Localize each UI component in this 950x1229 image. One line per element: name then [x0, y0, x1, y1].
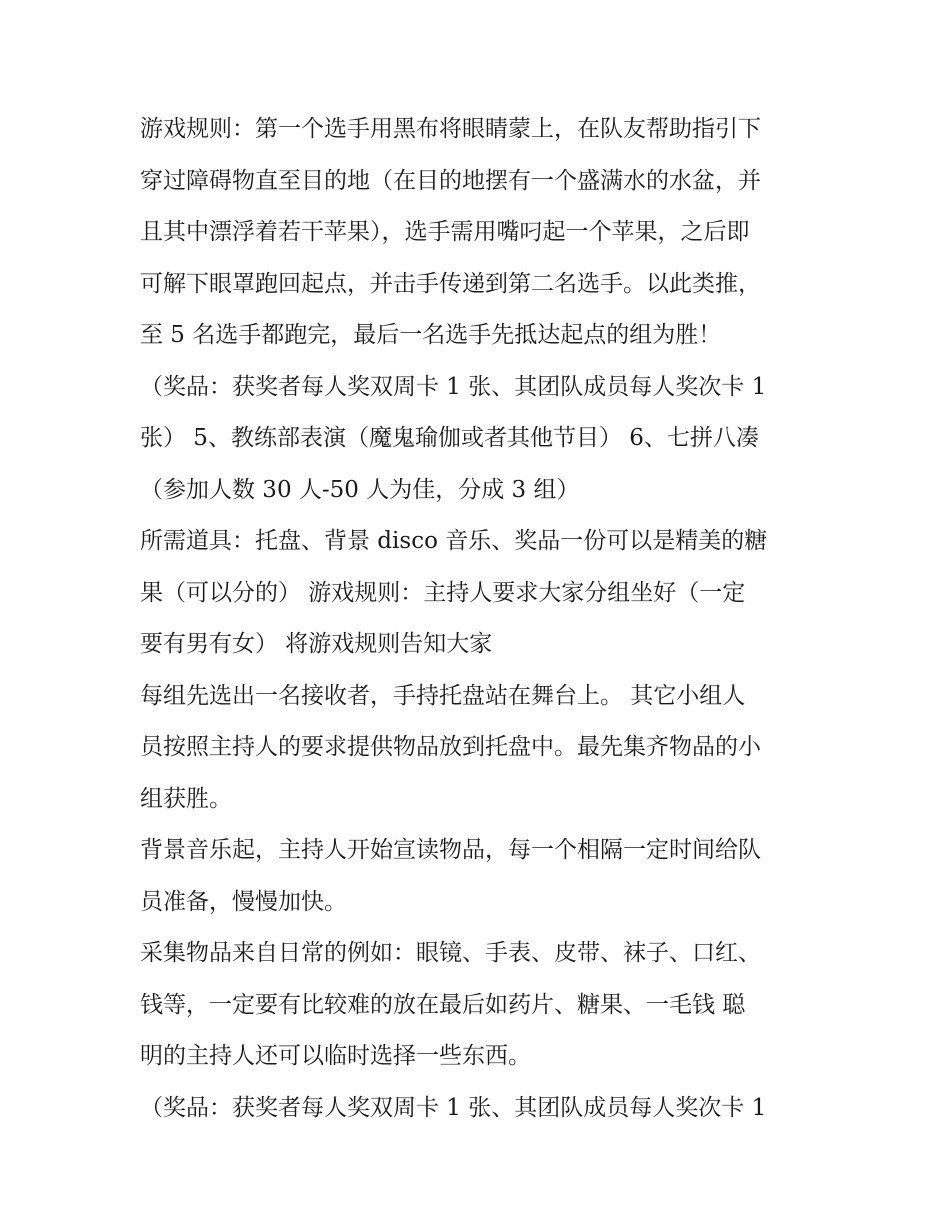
text-line: 所需道具：托盘、背景 disco 音乐、奖品一份可以是精美的糖 — [140, 528, 768, 554]
text-line: 明的主持人还可以临时选择一些东西。 — [140, 1043, 531, 1069]
text-line: 采集物品来自日常的例如：眼镜、手表、皮带、袜子、口红、 — [140, 940, 761, 966]
text-line: 可解下眼罩跑回起点，并击手传递到第二名选手。以此类推， — [140, 270, 761, 297]
text-line: 员按照主持人的要求提供物品放到托盘中。最先集齐物品的小 — [140, 734, 761, 760]
text-line: 要有男有女） 将游戏规则告知大家 — [140, 631, 493, 657]
text-line: 员准备，慢慢加快。 — [140, 888, 347, 915]
text-line: 张） 5、教练部表演（魔鬼瑜伽或者其他节目） 6、七拼八凑 — [140, 425, 759, 451]
text-line: （奖品：获奖者每人奖双周卡 1 张、其团队成员每人奖次卡 1 — [140, 1094, 767, 1121]
text-line: 穿过障碍物直至目的地（在目的地摆有一个盛满水的水盆，并 — [140, 167, 761, 194]
text-line: 果（可以分的） 游戏规则：主持人要求大家分组坐好（一定 — [140, 579, 746, 606]
text-line: 游戏规则：第一个选手用黑布将眼睛蒙上，在队友帮助指引下 — [140, 116, 761, 142]
text-line: 至 5 名选手都跑完，最后一名选手先抵达起点的组为胜！ — [140, 322, 722, 348]
text-line: 钱等，一定要有比较难的放在最后如药片、糖果、一毛钱 聪 — [140, 991, 746, 1018]
document-body — [140, 104, 820, 1134]
text-line: 每组先选出一名接收者，手持托盘站在舞台上。 其它小组人 — [140, 682, 746, 709]
text-line: 组获胜。 — [140, 785, 232, 812]
text-line: （参加人数 30 人-50 人为佳，分成 3 组） — [140, 476, 580, 503]
text-line: 背景音乐起，主持人开始宣读物品，每一个相隔一定时间给队 — [140, 837, 761, 863]
text-line: （奖品：获奖者每人奖双周卡 1 张、其团队成员每人奖次卡 1 — [140, 373, 767, 400]
text-line: 且其中漂浮着若干苹果），选手需用嘴叼起一个苹果，之后即 — [140, 219, 750, 245]
